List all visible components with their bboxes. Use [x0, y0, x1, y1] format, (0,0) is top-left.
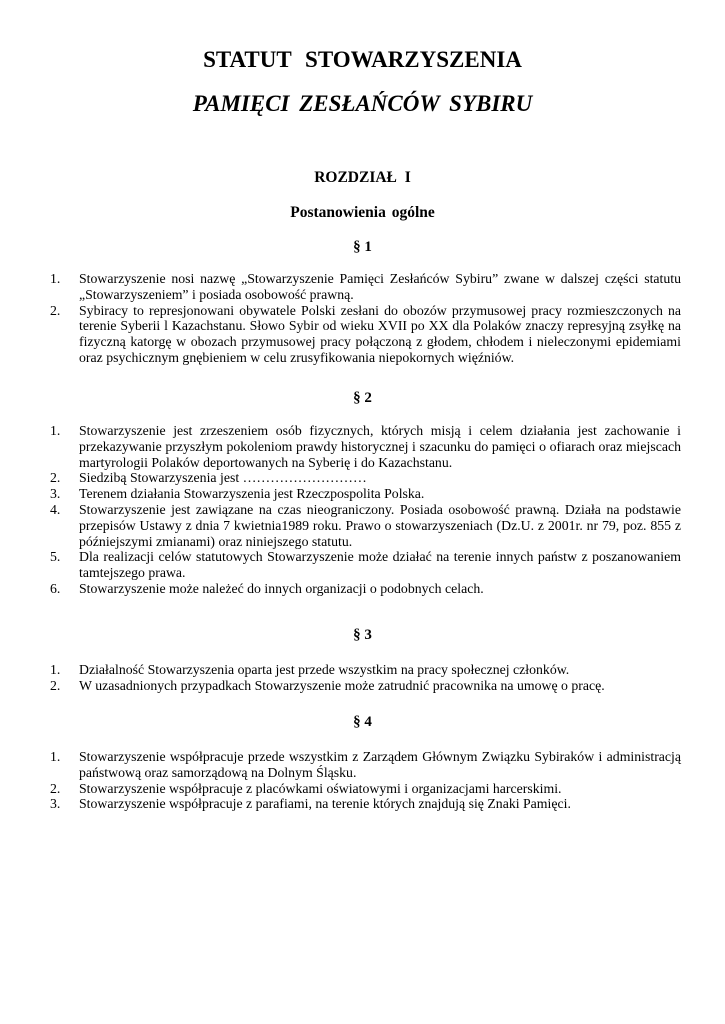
- item-text: Dla realizacji celów statutowych Stowarzyszenie może działać na terenie innych państw z poszanowaniem tamtejszego prawa.: [79, 549, 681, 581]
- list-item: [50, 271, 681, 303]
- list-item: [50, 302, 681, 366]
- item-text: W uzasadnionych przypadkach Stowarzyszenie może zatrudnić pracownika na umowę o pracę.: [79, 677, 605, 693]
- item-text: Stowarzyszenie jest zrzeszeniem osób fizycznych, których misją i celem działania jest zachowanie i przekazywanie przyszłym pokoleniom prawdy historycznej i szacunku do pamięci o ofiarach oraz miejscach martyrologii Polaków deportowanych na Syberię i do Kazachstanu.: [79, 423, 681, 470]
- item-text: Stowarzyszenie współpracuje z placówkami oświatowymi i organizacjami harcerskimi.: [79, 780, 562, 796]
- item-number: 4.: [50, 501, 61, 517]
- item-number: 1.: [50, 749, 61, 764]
- section-3-heading: § 3: [353, 627, 372, 643]
- list-item: [50, 470, 681, 486]
- item-text: Stowarzyszenie może należeć do innych organizacji o podobnych celach.: [79, 580, 484, 596]
- chapter-subtitle: Postanowienia ogólne: [290, 204, 435, 221]
- item-text: Terenem działania Stowarzyszenia jest Rzeczpospolita Polska.: [79, 486, 425, 502]
- item-number: 1.: [50, 423, 61, 438]
- list-item: [50, 796, 681, 812]
- document-title: STATUT STOWARZYSZENIA: [203, 47, 522, 72]
- section-2-heading: § 2: [353, 390, 372, 406]
- item-number: 3.: [50, 486, 61, 502]
- list-item: [50, 780, 681, 797]
- list-item: [50, 580, 681, 597]
- document-subtitle: PAMIĘCI ZESŁAŃCÓW SYBIRU: [192, 91, 533, 116]
- item-number: 3.: [50, 796, 61, 812]
- item-number: 2.: [50, 780, 61, 796]
- item-number: 2.: [50, 470, 61, 486]
- item-number: 5.: [50, 549, 61, 565]
- item-number: 6.: [50, 580, 61, 596]
- item-number: 1.: [50, 271, 61, 286]
- chapter-heading: ROZDZIAŁ I: [314, 169, 411, 186]
- section-3-list: [50, 662, 681, 694]
- item-text: Działalność Stowarzyszenia oparta jest przede wszystkim na pracy społecznej członków.: [79, 662, 570, 677]
- section-4-heading: § 4: [353, 714, 372, 730]
- item-text: Sybiracy to represjonowani obywatele Polski zesłani do obozów przymusowej pracy rozmieszczonych na terenie Syberii l Kazachstanu. Słowo Sybir od wieku XVII po XX dla Polaków znaczy represyjną zsyłkę na fizyczną katorgę w obozach przymusowej pracy połączoną z głodem, chłodem i nieleczonymi epidemiami oraz psychicznym gnębieniem w celu zrusyfikowania niepokornych więźniów.: [79, 302, 681, 365]
- list-item: [50, 677, 681, 694]
- list-item: [50, 486, 681, 502]
- list-item: [50, 749, 681, 781]
- item-text: Stowarzyszenie współpracuje z parafiami, na terenie których znajdują się Znaki Pamięci.: [79, 796, 571, 812]
- item-number: 1.: [50, 662, 61, 677]
- list-item: [50, 549, 681, 581]
- item-text: Stowarzyszenie współpracuje przede wszystkim z Zarządem Głównym Związku Sybiraków i administracją państwową oraz samorządową na Dolnym Śląsku.: [79, 749, 681, 780]
- list-item: [50, 662, 681, 678]
- item-number: 2.: [50, 302, 61, 318]
- section-1-list: [50, 271, 681, 366]
- item-text: Stowarzyszenie jest zawiązane na czas nieograniczony. Posiada osobowość prawną. Działa na podstawie przepisów Ustawy z dnia 7 kwietnia1989 roku. Prawo o stowarzyszeniach (Dz.U. z 2001r. nr 79, poz. 855 z późniejszymi zmianami) oraz niniejszego statutu.: [79, 501, 681, 549]
- section-2-list: [50, 423, 681, 597]
- item-text: Siedzibą Stowarzyszenia jest ………………………: [79, 470, 367, 486]
- list-item: [50, 501, 681, 549]
- section-4-list: [50, 749, 681, 812]
- item-text: Stowarzyszenie nosi nazwę „Stowarzyszenie Pamięci Zesłańców Sybiru” zwane w dalszej części statutu „Stowarzyszeniem” i posiada osobowość prawną.: [79, 271, 681, 302]
- list-item: [50, 423, 681, 470]
- item-number: 2.: [50, 677, 61, 693]
- section-1-heading: § 1: [353, 239, 372, 255]
